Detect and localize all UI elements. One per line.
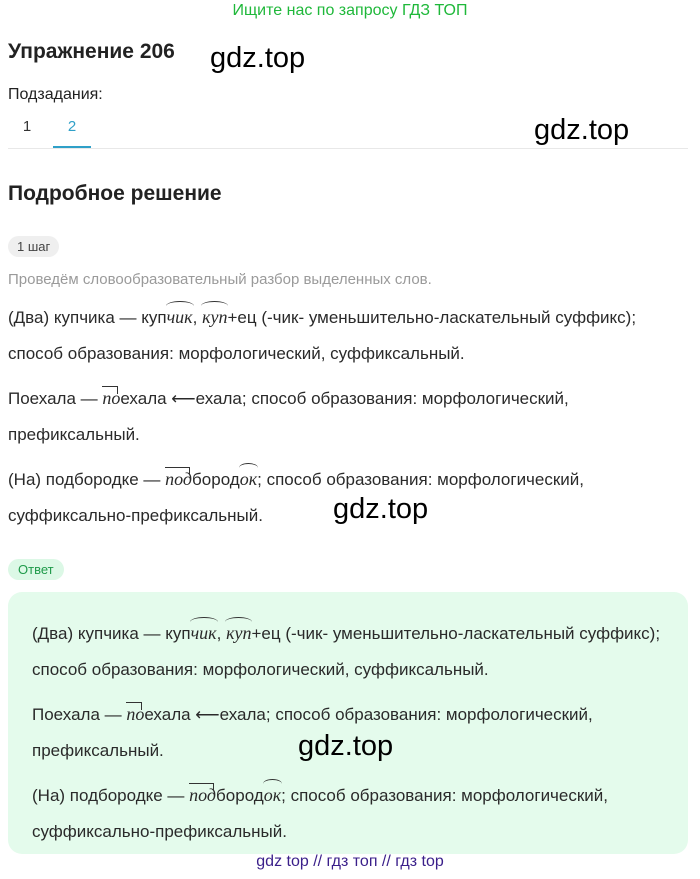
text: (Два) купчика — куп [8, 308, 167, 327]
text: (На) подбородке — [32, 786, 190, 805]
suffix-mark: ок [240, 461, 257, 497]
prefix-mark: по [126, 696, 144, 732]
tab-2[interactable]: 2 [53, 118, 91, 148]
text: Поехала — [8, 389, 103, 408]
prefix-mark: под [165, 461, 192, 497]
solution-paragraph-1 [8, 299, 668, 372]
text: Поехала — [32, 705, 127, 724]
text: бород [216, 786, 264, 805]
text: (На) подбородке — [8, 470, 166, 489]
watermark: gdz.top [210, 42, 306, 74]
text: +ец (-чик- уменьшительно-ласкательный суффикс); способ образования: морфологический, суффиксальный. [8, 308, 637, 363]
intro-text: Проведём словообразовательный разбор выделенных слов. [8, 271, 432, 288]
text: ехала ⟵ехала; способ образования: морфологический, префиксальный. [32, 705, 593, 760]
text: ехала ⟵ехала; способ образования: морфологический, префиксальный. [8, 389, 569, 444]
footer-links[interactable]: gdz top // гдз топ // гдз top [256, 853, 444, 870]
tab-1[interactable]: 1 [22, 118, 32, 135]
text: , [192, 308, 203, 327]
solution-paragraph-2 [8, 380, 668, 453]
answer-paragraph-3 [32, 777, 662, 850]
answer-box [8, 592, 688, 854]
suffix-mark: ок [264, 777, 281, 813]
suffix-mark: чик [167, 299, 193, 335]
top-banner: Ищите нас по запросу ГДЗ ТОП [232, 2, 468, 19]
watermark: gdz.top [534, 114, 630, 146]
prefix-mark: по [102, 380, 120, 416]
subtasks-label: Подзадания: [8, 86, 103, 103]
section-title: Подробное решение [8, 182, 222, 205]
text: ; способ образования: морфологический, суффиксально-префиксальный. [32, 786, 609, 841]
text: , [216, 624, 227, 643]
watermark: gdz.top [298, 730, 394, 762]
answer-badge: Ответ [8, 559, 64, 580]
watermark: gdz.top [333, 493, 429, 525]
text: бород [192, 470, 240, 489]
step-badge: 1 шаг [8, 236, 59, 257]
text: ; способ образования: морфологический, суффиксально-префиксальный. [8, 470, 585, 525]
root-mark: куп [202, 299, 227, 335]
subtask-tabs [8, 112, 688, 149]
text: (Два) купчика — куп [32, 624, 191, 643]
suffix-mark: чик [191, 615, 217, 651]
prefix-mark: под [189, 777, 216, 813]
answer-paragraph-1 [32, 615, 662, 688]
page-title: Упражнение 206 [8, 40, 175, 63]
root-mark: куп [226, 615, 251, 651]
text: +ец (-чик- уменьшительно-ласкательный суффикс); способ образования: морфологический, суффиксальный. [32, 624, 661, 679]
